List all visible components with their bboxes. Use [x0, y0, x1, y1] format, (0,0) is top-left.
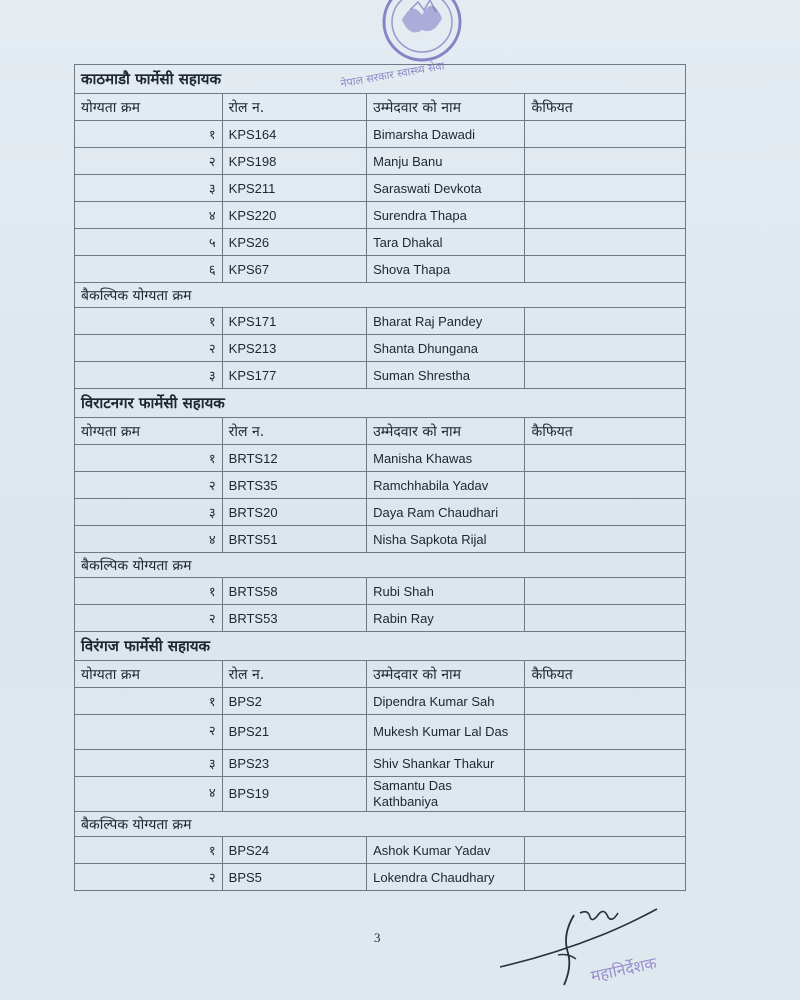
serial-number: २ [75, 335, 223, 362]
header-serial: योग्यता क्रम [75, 661, 223, 688]
section-title-row [75, 65, 686, 94]
table-row [75, 256, 686, 283]
candidate-name: Daya Ram Chaudhari [367, 499, 525, 526]
candidate-name: Saraswati Devkota [367, 175, 525, 202]
section-title: विराटनगर फार्मेसी सहायक [75, 389, 686, 418]
table-row [75, 750, 686, 777]
serial-number: ४ [75, 777, 223, 812]
alternate-list-row [75, 283, 686, 308]
remarks-cell [525, 121, 686, 148]
section-title: विरंगज फार्मेसी सहायक [75, 632, 686, 661]
roll-number: BRTS20 [222, 499, 366, 526]
serial-number: २ [75, 864, 223, 891]
candidate-name: Manisha Khawas [367, 445, 525, 472]
serial-number: २ [75, 148, 223, 175]
roll-number: BPS19 [222, 777, 366, 812]
serial-number: १ [75, 837, 223, 864]
remarks-cell [525, 837, 686, 864]
roll-number: BRTS35 [222, 472, 366, 499]
table-row [75, 148, 686, 175]
serial-number: १ [75, 308, 223, 335]
candidate-name: Bimarsha Dawadi [367, 121, 525, 148]
remarks-cell [525, 472, 686, 499]
table-row [75, 472, 686, 499]
candidate-name: Dipendra Kumar Sah [367, 688, 525, 715]
remarks-cell [525, 526, 686, 553]
header-candidate-name: उम्मेदवार को नाम [367, 661, 525, 688]
candidate-name: Rabin Ray [367, 605, 525, 632]
svg-text:नेपाल सरकार स्वास्थ्य सेवा: नेपाल सरकार स्वास्थ्य सेवा [339, 59, 446, 91]
table-row [75, 229, 686, 256]
table-row [75, 777, 686, 812]
serial-number: ३ [75, 499, 223, 526]
remarks-cell [525, 605, 686, 632]
roll-number: KPS177 [222, 362, 366, 389]
remarks-cell [525, 335, 686, 362]
alternate-list-label: बैकल्पिक योग्यता क्रम [75, 283, 686, 308]
candidate-name: Shova Thapa [367, 256, 525, 283]
header-roll-number: रोल न. [222, 661, 366, 688]
candidate-name: Surendra Thapa [367, 202, 525, 229]
column-header-row [75, 661, 686, 688]
table-row [75, 308, 686, 335]
header-candidate-name: उम्मेदवार को नाम [367, 418, 525, 445]
signature-icon [492, 895, 682, 1000]
candidate-name: Suman Shrestha [367, 362, 525, 389]
alternate-list-label: बैकल्पिक योग्यता क्रम [75, 553, 686, 578]
roll-number: BRTS51 [222, 526, 366, 553]
remarks-cell [525, 202, 686, 229]
remarks-cell [525, 445, 686, 472]
header-remarks: कैफियत [525, 418, 686, 445]
remarks-cell [525, 777, 686, 812]
header-serial: योग्यता क्रम [75, 418, 223, 445]
remarks-cell [525, 175, 686, 202]
roll-number: BPS2 [222, 688, 366, 715]
serial-number: ३ [75, 362, 223, 389]
roll-number: BPS23 [222, 750, 366, 777]
alternate-list-label: बैकल्पिक योग्यता क्रम [75, 812, 686, 837]
table-row [75, 202, 686, 229]
serial-number: ६ [75, 256, 223, 283]
remarks-cell [525, 148, 686, 175]
serial-number: ५ [75, 229, 223, 256]
roll-number: KPS211 [222, 175, 366, 202]
serial-number: ४ [75, 202, 223, 229]
candidate-name: Ramchhabila Yadav [367, 472, 525, 499]
candidate-name: Nisha Sapkota Rijal [367, 526, 525, 553]
director-general-stamp: महानिर्देशक [588, 953, 659, 986]
candidate-name: Ashok Kumar Yadav [367, 837, 525, 864]
table-row [75, 688, 686, 715]
header-remarks: कैफियत [525, 661, 686, 688]
table-row [75, 175, 686, 202]
serial-number: २ [75, 605, 223, 632]
remarks-cell [525, 256, 686, 283]
alternate-list-row [75, 553, 686, 578]
roll-number: KPS213 [222, 335, 366, 362]
table-row [75, 605, 686, 632]
roll-number: KPS198 [222, 148, 366, 175]
header-roll-number: रोल न. [222, 94, 366, 121]
roll-number: BRTS58 [222, 578, 366, 605]
roll-number: BPS24 [222, 837, 366, 864]
remarks-cell [525, 578, 686, 605]
table-row [75, 121, 686, 148]
roll-number: KPS67 [222, 256, 366, 283]
roll-number: KPS164 [222, 121, 366, 148]
header-roll-number: रोल न. [222, 418, 366, 445]
candidate-name: Shiv Shankar Thakur [367, 750, 525, 777]
results-table-body [75, 65, 686, 891]
column-header-row [75, 94, 686, 121]
remarks-cell [525, 308, 686, 335]
roll-number: BPS5 [222, 864, 366, 891]
table-row [75, 362, 686, 389]
section-title-row [75, 632, 686, 661]
table-row [75, 715, 686, 750]
serial-number: ४ [75, 526, 223, 553]
table-row [75, 578, 686, 605]
section-title: काठमाडौ फार्मेसी सहायक [75, 65, 686, 94]
remarks-cell [525, 362, 686, 389]
roll-number: KPS220 [222, 202, 366, 229]
remarks-cell [525, 499, 686, 526]
serial-number: २ [75, 715, 223, 750]
serial-number: ३ [75, 175, 223, 202]
table-row [75, 335, 686, 362]
serial-number: १ [75, 578, 223, 605]
candidate-name: Samantu Das Kathbaniya [367, 777, 525, 812]
header-remarks: कैफियत [525, 94, 686, 121]
serial-number: १ [75, 688, 223, 715]
candidate-name: Lokendra Chaudhary [367, 864, 525, 891]
candidate-name: Rubi Shah [367, 578, 525, 605]
table-row [75, 499, 686, 526]
header-candidate-name: उम्मेदवार को नाम [367, 94, 525, 121]
remarks-cell [525, 750, 686, 777]
candidate-name: Bharat Raj Pandey [367, 308, 525, 335]
serial-number: १ [75, 445, 223, 472]
remarks-cell [525, 864, 686, 891]
serial-number: २ [75, 472, 223, 499]
candidate-name: Shanta Dhungana [367, 335, 525, 362]
remarks-cell [525, 715, 686, 750]
table-row [75, 526, 686, 553]
table-row [75, 837, 686, 864]
remarks-cell [525, 229, 686, 256]
candidate-name: Mukesh Kumar Lal Das [367, 715, 525, 750]
serial-number: १ [75, 121, 223, 148]
roll-number: BRTS53 [222, 605, 366, 632]
roll-number: BRTS12 [222, 445, 366, 472]
table-row [75, 864, 686, 891]
candidate-name: Manju Banu [367, 148, 525, 175]
remarks-cell [525, 688, 686, 715]
serial-number: ३ [75, 750, 223, 777]
column-header-row [75, 418, 686, 445]
roll-number: KPS171 [222, 308, 366, 335]
roll-number: KPS26 [222, 229, 366, 256]
table-row [75, 445, 686, 472]
candidate-name: Tara Dhakal [367, 229, 525, 256]
page-number: 3 [374, 930, 381, 945]
results-table [74, 64, 686, 891]
section-title-row [75, 389, 686, 418]
header-serial: योग्यता क्रम [75, 94, 223, 121]
alternate-list-row [75, 812, 686, 837]
roll-number: BPS21 [222, 715, 366, 750]
